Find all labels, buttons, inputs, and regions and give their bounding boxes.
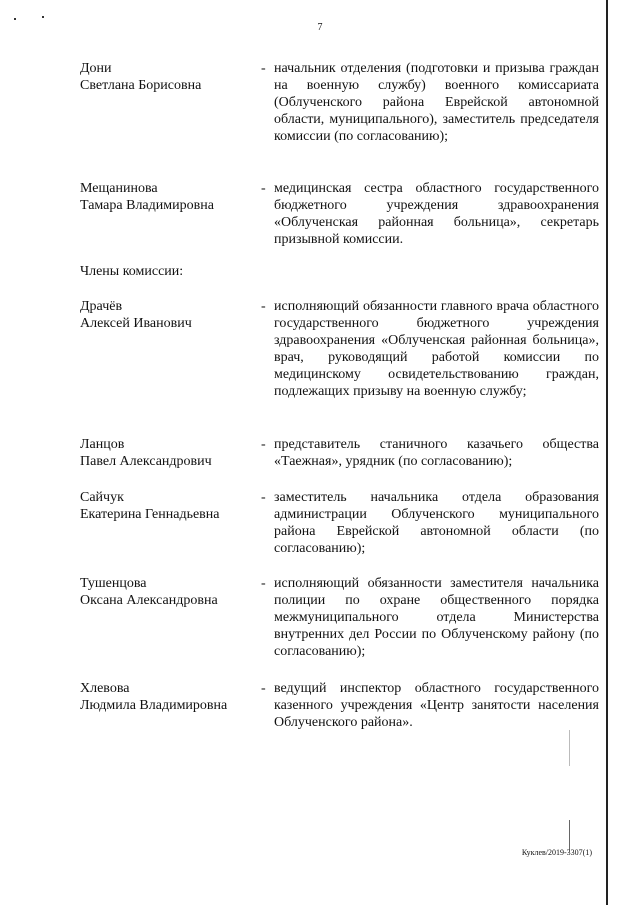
position-description: заместитель начальника отдела образования администрации Облученского муниципального района Еврейской автономной области (по согласованию);: [274, 490, 599, 556]
scan-speck: [42, 16, 44, 18]
page-edge-line: [606, 0, 608, 905]
person-name: [80, 180, 255, 214]
position-description: ведущий инспектор областного государственного казенного учреждения «Центр занятости населения Облученского района».: [274, 681, 599, 730]
position-description: начальник отделения (подготовки и призыва граждан на военную службу) военного комиссариата (Облученского района Еврейской автономной области, муниципального), заместитель председателя комиссии (по согласованию);: [274, 61, 599, 144]
person-name: [80, 575, 255, 609]
person-name: [80, 298, 255, 332]
surname: Хлевова: [80, 681, 130, 696]
given-names: Тамара Владимировна: [80, 198, 214, 213]
scan-artifact: [569, 820, 570, 850]
given-names: Светлана Борисовна: [80, 78, 202, 93]
page-number: 7: [317, 22, 323, 33]
dash-separator: -: [261, 681, 266, 696]
dash-separator: -: [261, 576, 266, 591]
dash-separator: -: [261, 299, 266, 314]
scan-speck: [14, 18, 16, 20]
given-names: Людмила Владимировна: [80, 698, 228, 713]
position-description: исполняющий обязанности главного врача областного государственного бюджетного учреждения здравоохранения «Облученская районная больница», врач, руководящий работой комиссии по медицинскому освидетельствованию граждан, подлежащих призыву на военную службу;: [274, 299, 599, 399]
position-description: медицинская сестра областного государственного бюджетного учреждения здравоохранения «Облученская районная больница», секретарь призывной комиссии.: [274, 181, 599, 247]
dash-separator: -: [261, 61, 266, 76]
person-name: [80, 489, 255, 523]
given-names: Екатерина Геннадьевна: [80, 507, 220, 522]
position-description: представитель станичного казачьего общества «Таежная», урядник (по согласованию);: [274, 437, 599, 469]
given-names: Алексей Иванович: [80, 316, 192, 331]
surname: Тушенцова: [80, 576, 147, 591]
scan-artifact: [569, 730, 570, 766]
dash-separator: -: [261, 437, 266, 452]
person-name: [80, 60, 255, 94]
members-heading: Члены комиссии:: [80, 264, 184, 279]
given-names: Павел Александрович: [80, 454, 212, 469]
dash-separator: -: [261, 181, 266, 196]
person-name: [80, 680, 255, 714]
position-description: исполняющий обязанности заместителя начальника полиции по охране общественного порядка межмуниципального отдела Министерства внутренних дел России по Облученскому району (по согласованию);: [274, 576, 599, 659]
dash-separator: -: [261, 490, 266, 505]
person-name: [80, 436, 255, 470]
document-code: Куклев/2019-3307(1): [521, 848, 592, 857]
surname: Ланцов: [80, 437, 125, 452]
surname: Драчёв: [80, 299, 123, 314]
surname: Сайчук: [80, 490, 124, 505]
given-names: Оксана Александровна: [80, 593, 218, 608]
surname: Мещанинова: [80, 181, 158, 196]
surname: Дони: [80, 61, 112, 76]
